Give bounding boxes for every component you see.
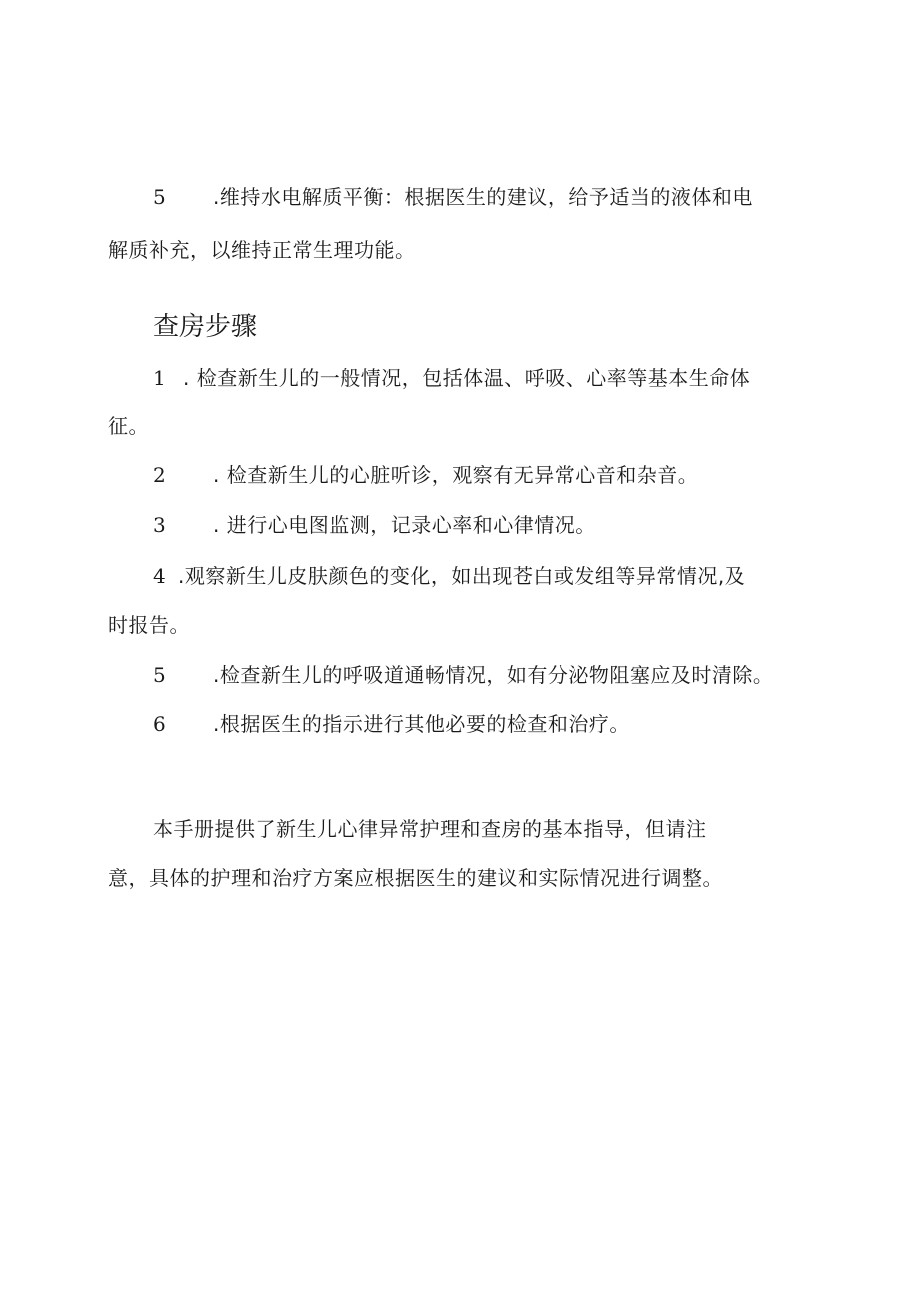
section-heading: 查房步骤 <box>153 312 258 342</box>
list-item-continuation: 解质补充，以维持正常生理功能。 <box>108 238 416 262</box>
item-number: 3 <box>153 513 167 537</box>
closing-paragraph-line2: 意，具体的护理和治疗方案应根据医生的建议和实际情况进行调整。 <box>108 866 723 890</box>
item-text: .根据医生的指示进行其他必要的检查和治疗。 <box>213 712 630 736</box>
item-number: 5 <box>153 185 167 209</box>
list-item <box>153 462 698 488</box>
list-item <box>153 184 753 210</box>
item-text: .维持水电解质平衡：根据医生的建议，给予适当的液体和电 <box>213 185 753 209</box>
item-number: 5 <box>153 663 167 687</box>
list-item <box>153 365 750 391</box>
list-item <box>153 512 596 538</box>
item-text: . 检查新生儿的一般情况，包括体温、呼吸、心率等基本生命体 <box>183 366 751 390</box>
item-text: .检查新生儿的呼吸道通畅情况，如有分泌物阻塞应及时清除。 <box>213 663 774 687</box>
item-number: 6 <box>153 712 167 736</box>
list-item <box>153 563 745 589</box>
item-text: . 检查新生儿的心脏听诊，观察有无异常心音和杂音。 <box>213 463 699 487</box>
item-number: 4 <box>153 564 167 588</box>
list-item-continuation: 时报告。 <box>108 613 190 637</box>
item-number: 2 <box>153 463 167 487</box>
list-item-continuation: 征。 <box>108 414 149 438</box>
list-item <box>153 662 773 688</box>
list-item <box>153 711 630 737</box>
closing-paragraph-line1: 本手册提供了新生儿心律异常护理和查房的基本指导，但请注 <box>153 817 707 841</box>
item-text: .观察新生儿皮肤颜色的变化，如出现苍白或发组等异常情况,及 <box>178 564 746 588</box>
item-text: . 进行心电图监测，记录心率和心律情况。 <box>213 513 596 537</box>
item-number: 1 <box>153 366 167 390</box>
